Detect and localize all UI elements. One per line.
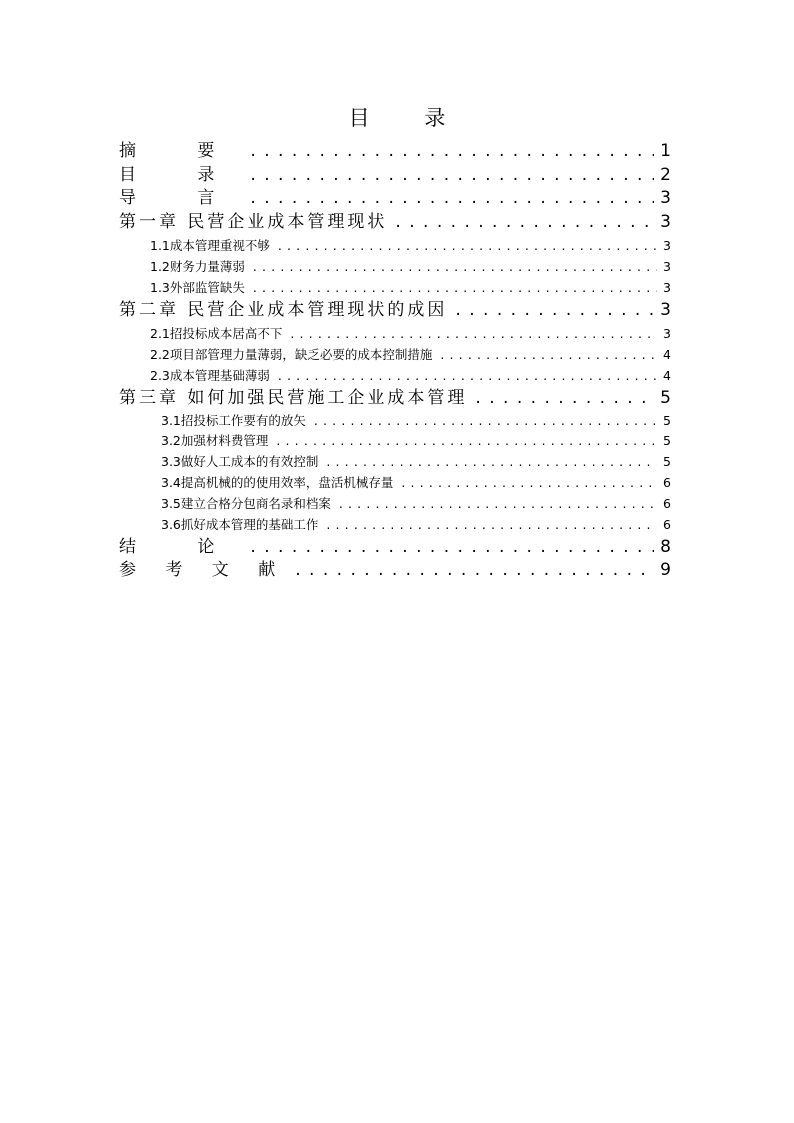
- dot-leader: [253, 258, 657, 276]
- toc-page-number: 5: [663, 413, 671, 428]
- toc-entry-label: 目 录: [119, 165, 243, 185]
- toc-page-number: 5: [663, 433, 671, 448]
- toc-entry-label: 摘 要: [119, 141, 243, 161]
- dot-leader: [278, 367, 657, 385]
- dot-leader: [401, 474, 657, 492]
- toc-entry-conclusion[interactable]: [119, 536, 671, 558]
- toc-entry-label: 1.2财务力量薄弱: [150, 259, 245, 274]
- toc-entry-section-3-6[interactable]: [161, 516, 671, 534]
- toc-entry-label: 参 考 文 献: [119, 560, 288, 580]
- dot-leader: [326, 453, 657, 471]
- dot-leader: [326, 516, 657, 534]
- toc-entry-section-2-1[interactable]: [150, 325, 671, 343]
- toc-page-number: 4: [663, 368, 671, 383]
- dot-leader: [276, 432, 657, 450]
- toc-entry-label: 2.2项目部管理力量薄弱，缺乏必要的成本控制措施: [150, 347, 433, 362]
- toc-entry-label: 结 论: [119, 537, 243, 557]
- toc-page-number: 6: [663, 496, 671, 511]
- toc-entry-label: 3.6抓好成本管理的基础工作: [161, 517, 319, 532]
- dot-leader: [475, 387, 654, 409]
- toc-page-number: 1: [660, 141, 671, 161]
- dot-leader: [250, 187, 654, 209]
- toc-page-number: 4: [663, 347, 671, 362]
- dot-leader: [314, 412, 657, 430]
- toc-entry-label: 3.5建立合格分包商名录和档案: [161, 496, 331, 511]
- page-title: 目 录: [348, 106, 470, 130]
- dot-leader: [250, 140, 654, 162]
- dot-leader: [250, 536, 654, 558]
- toc-entry-section-3-5[interactable]: [161, 495, 671, 513]
- toc-page-number: 3: [663, 259, 671, 274]
- toc-entry-label: 2.3成本管理基础薄弱: [150, 368, 270, 383]
- toc-page-number: 3: [663, 280, 671, 295]
- toc-page-number: 6: [663, 475, 671, 490]
- toc-entry-section-3-4[interactable]: [161, 474, 671, 492]
- toc-page-number: 9: [660, 560, 671, 580]
- dot-leader: [455, 299, 654, 321]
- dot-leader: [253, 279, 657, 297]
- toc-entry-label: 第三章 如何加强民营施工企业成本管理: [119, 388, 468, 408]
- toc-entry-section-1-1[interactable]: [150, 237, 671, 255]
- toc-entry-section-1-3[interactable]: [150, 279, 671, 297]
- toc-page-number: 5: [660, 388, 671, 408]
- toc-page-number: 3: [660, 300, 671, 320]
- toc-entry-label: 3.1招投标工作要有的放矢: [161, 413, 306, 428]
- toc-entry-section-3-2[interactable]: [161, 432, 671, 450]
- toc-page-number: 8: [660, 537, 671, 557]
- toc-entry-label: 1.1成本管理重视不够: [150, 238, 270, 253]
- toc-entry-label: 1.3外部监管缺失: [150, 280, 245, 295]
- toc-page-number: 3: [663, 238, 671, 253]
- toc-entry-references[interactable]: [119, 559, 671, 581]
- toc-page-number: 3: [660, 212, 671, 232]
- toc-entry-label: 导 言: [119, 188, 243, 208]
- toc-entry-section-1-2[interactable]: [150, 258, 671, 276]
- toc-entry-label: 2.1招投标成本居高不下: [150, 326, 283, 341]
- toc-entry-label: 第一章 民营企业成本管理现状: [119, 212, 388, 232]
- dot-leader: [440, 346, 657, 364]
- toc-entry-contents[interactable]: [119, 164, 671, 186]
- toc-entry-label: 3.4提高机械的的使用效率，盘活机械存量: [161, 475, 394, 490]
- dot-leader: [339, 495, 657, 513]
- toc-entry-chapter-3[interactable]: [119, 387, 671, 409]
- dot-leader: [250, 164, 654, 186]
- dot-leader: [295, 559, 654, 581]
- dot-leader: [395, 211, 654, 233]
- toc-entry-introduction[interactable]: [119, 187, 671, 209]
- toc-entry-label: 第二章 民营企业成本管理现状的成因: [119, 300, 448, 320]
- toc-page-number: 6: [663, 517, 671, 532]
- toc-page-number: 3: [663, 326, 671, 341]
- toc-page-number: 5: [663, 454, 671, 469]
- toc-entry-chapter-1[interactable]: [119, 211, 671, 233]
- dot-leader: [278, 237, 657, 255]
- toc-page-number: 3: [660, 188, 671, 208]
- toc-entry-abstract[interactable]: [119, 140, 671, 162]
- toc-entry-section-3-3[interactable]: [161, 453, 671, 471]
- toc-entry-label: 3.3做好人工成本的有效控制: [161, 454, 319, 469]
- toc-page-number: 2: [660, 165, 671, 185]
- toc-entry-chapter-2[interactable]: [119, 299, 671, 321]
- toc-entry-section-2-2[interactable]: [150, 346, 671, 364]
- toc-entry-section-3-1[interactable]: [161, 412, 671, 430]
- dot-leader: [290, 325, 657, 343]
- toc-entry-label: 3.2加强材料费管理: [161, 433, 269, 448]
- toc-entry-section-2-3[interactable]: [150, 367, 671, 385]
